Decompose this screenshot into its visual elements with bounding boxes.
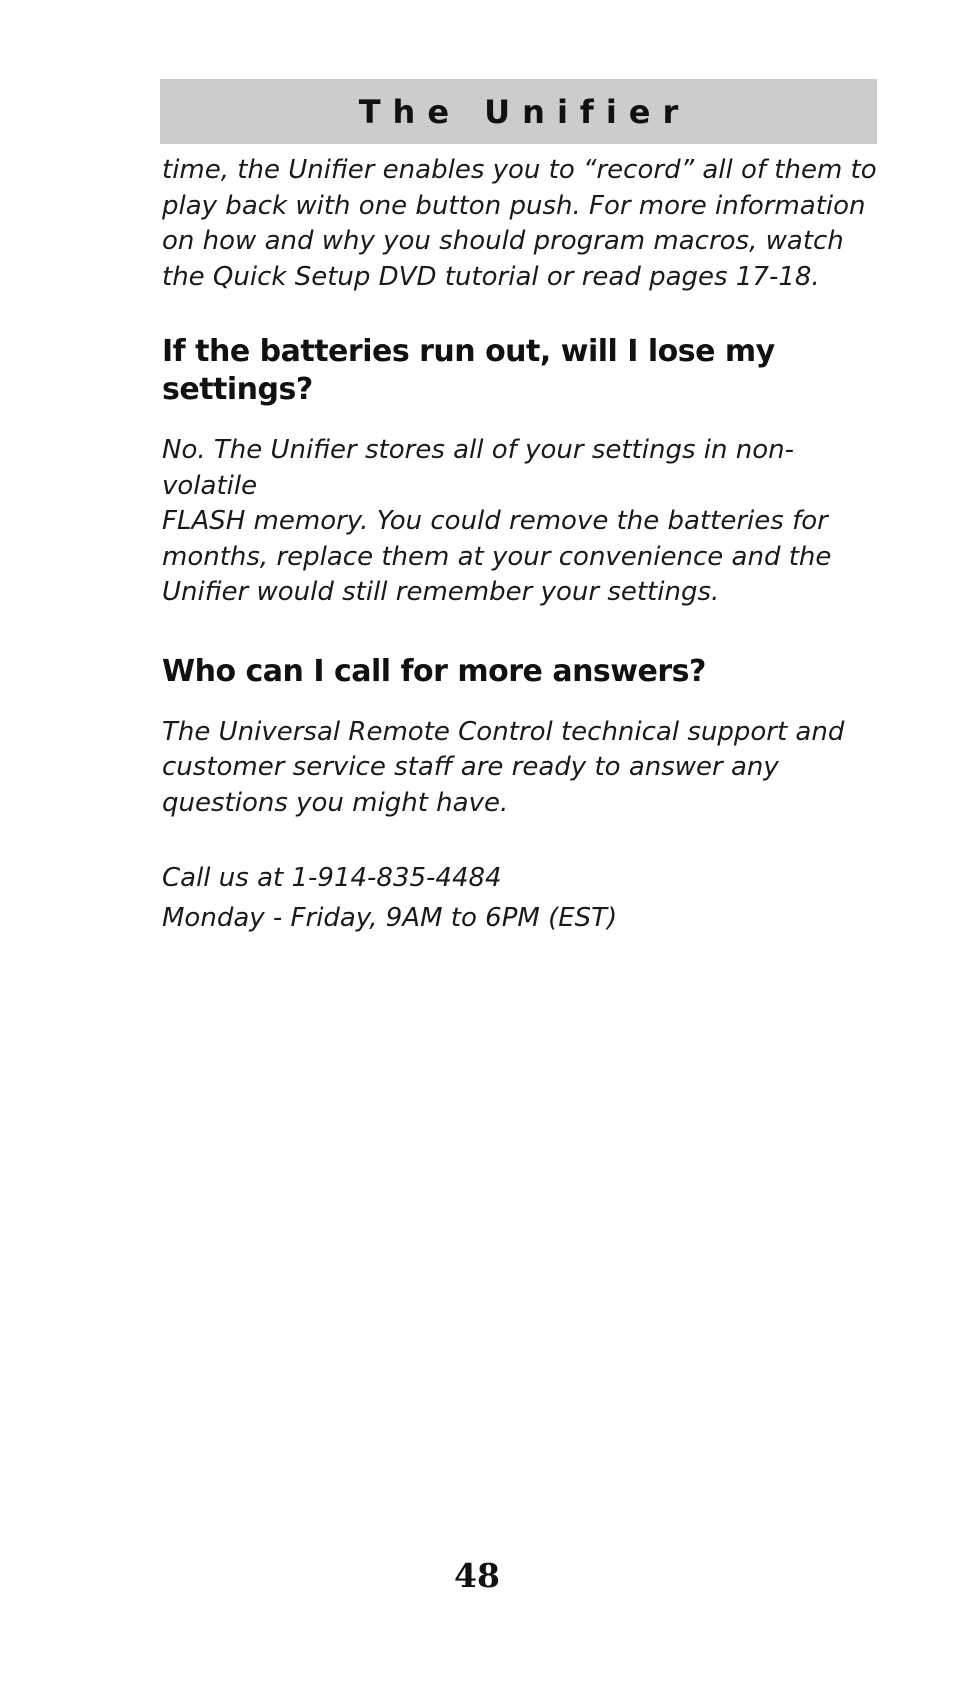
faq-answer-batteries: No. The Unifier stores all of your settings in non-volatile FLASH memory. You could remove the batteries for months, replace them at your convenience and the Unifier would still remember your settings. — [162, 435, 832, 607]
contact-block — [162, 858, 882, 938]
page-content — [162, 153, 882, 938]
faq-heading-contact: Who can I call for more answers? — [162, 653, 706, 689]
contact-hours: Monday - Friday, 9AM to 6PM (EST) — [162, 903, 618, 933]
faq-heading-batteries: If the batteries run out, will I lose my settings? — [162, 334, 775, 407]
contact-phone: Call us at 1-914-835-4484 — [162, 863, 502, 893]
intro-paragraph: time, the Unifier enables you to “record” all of them to play back with one button push. For more information on how and why you should program macros, watch the Quick Setup DVD tutorial or read pages 17-18. — [162, 155, 877, 292]
faq-answer-contact: The Universal Remote Control technical support and customer service staff are ready to answer any questions you might have. — [162, 716, 845, 818]
page-header-title: The Unifier — [358, 92, 691, 131]
page-number: 48 — [454, 1556, 500, 1595]
header-bar — [160, 79, 877, 144]
